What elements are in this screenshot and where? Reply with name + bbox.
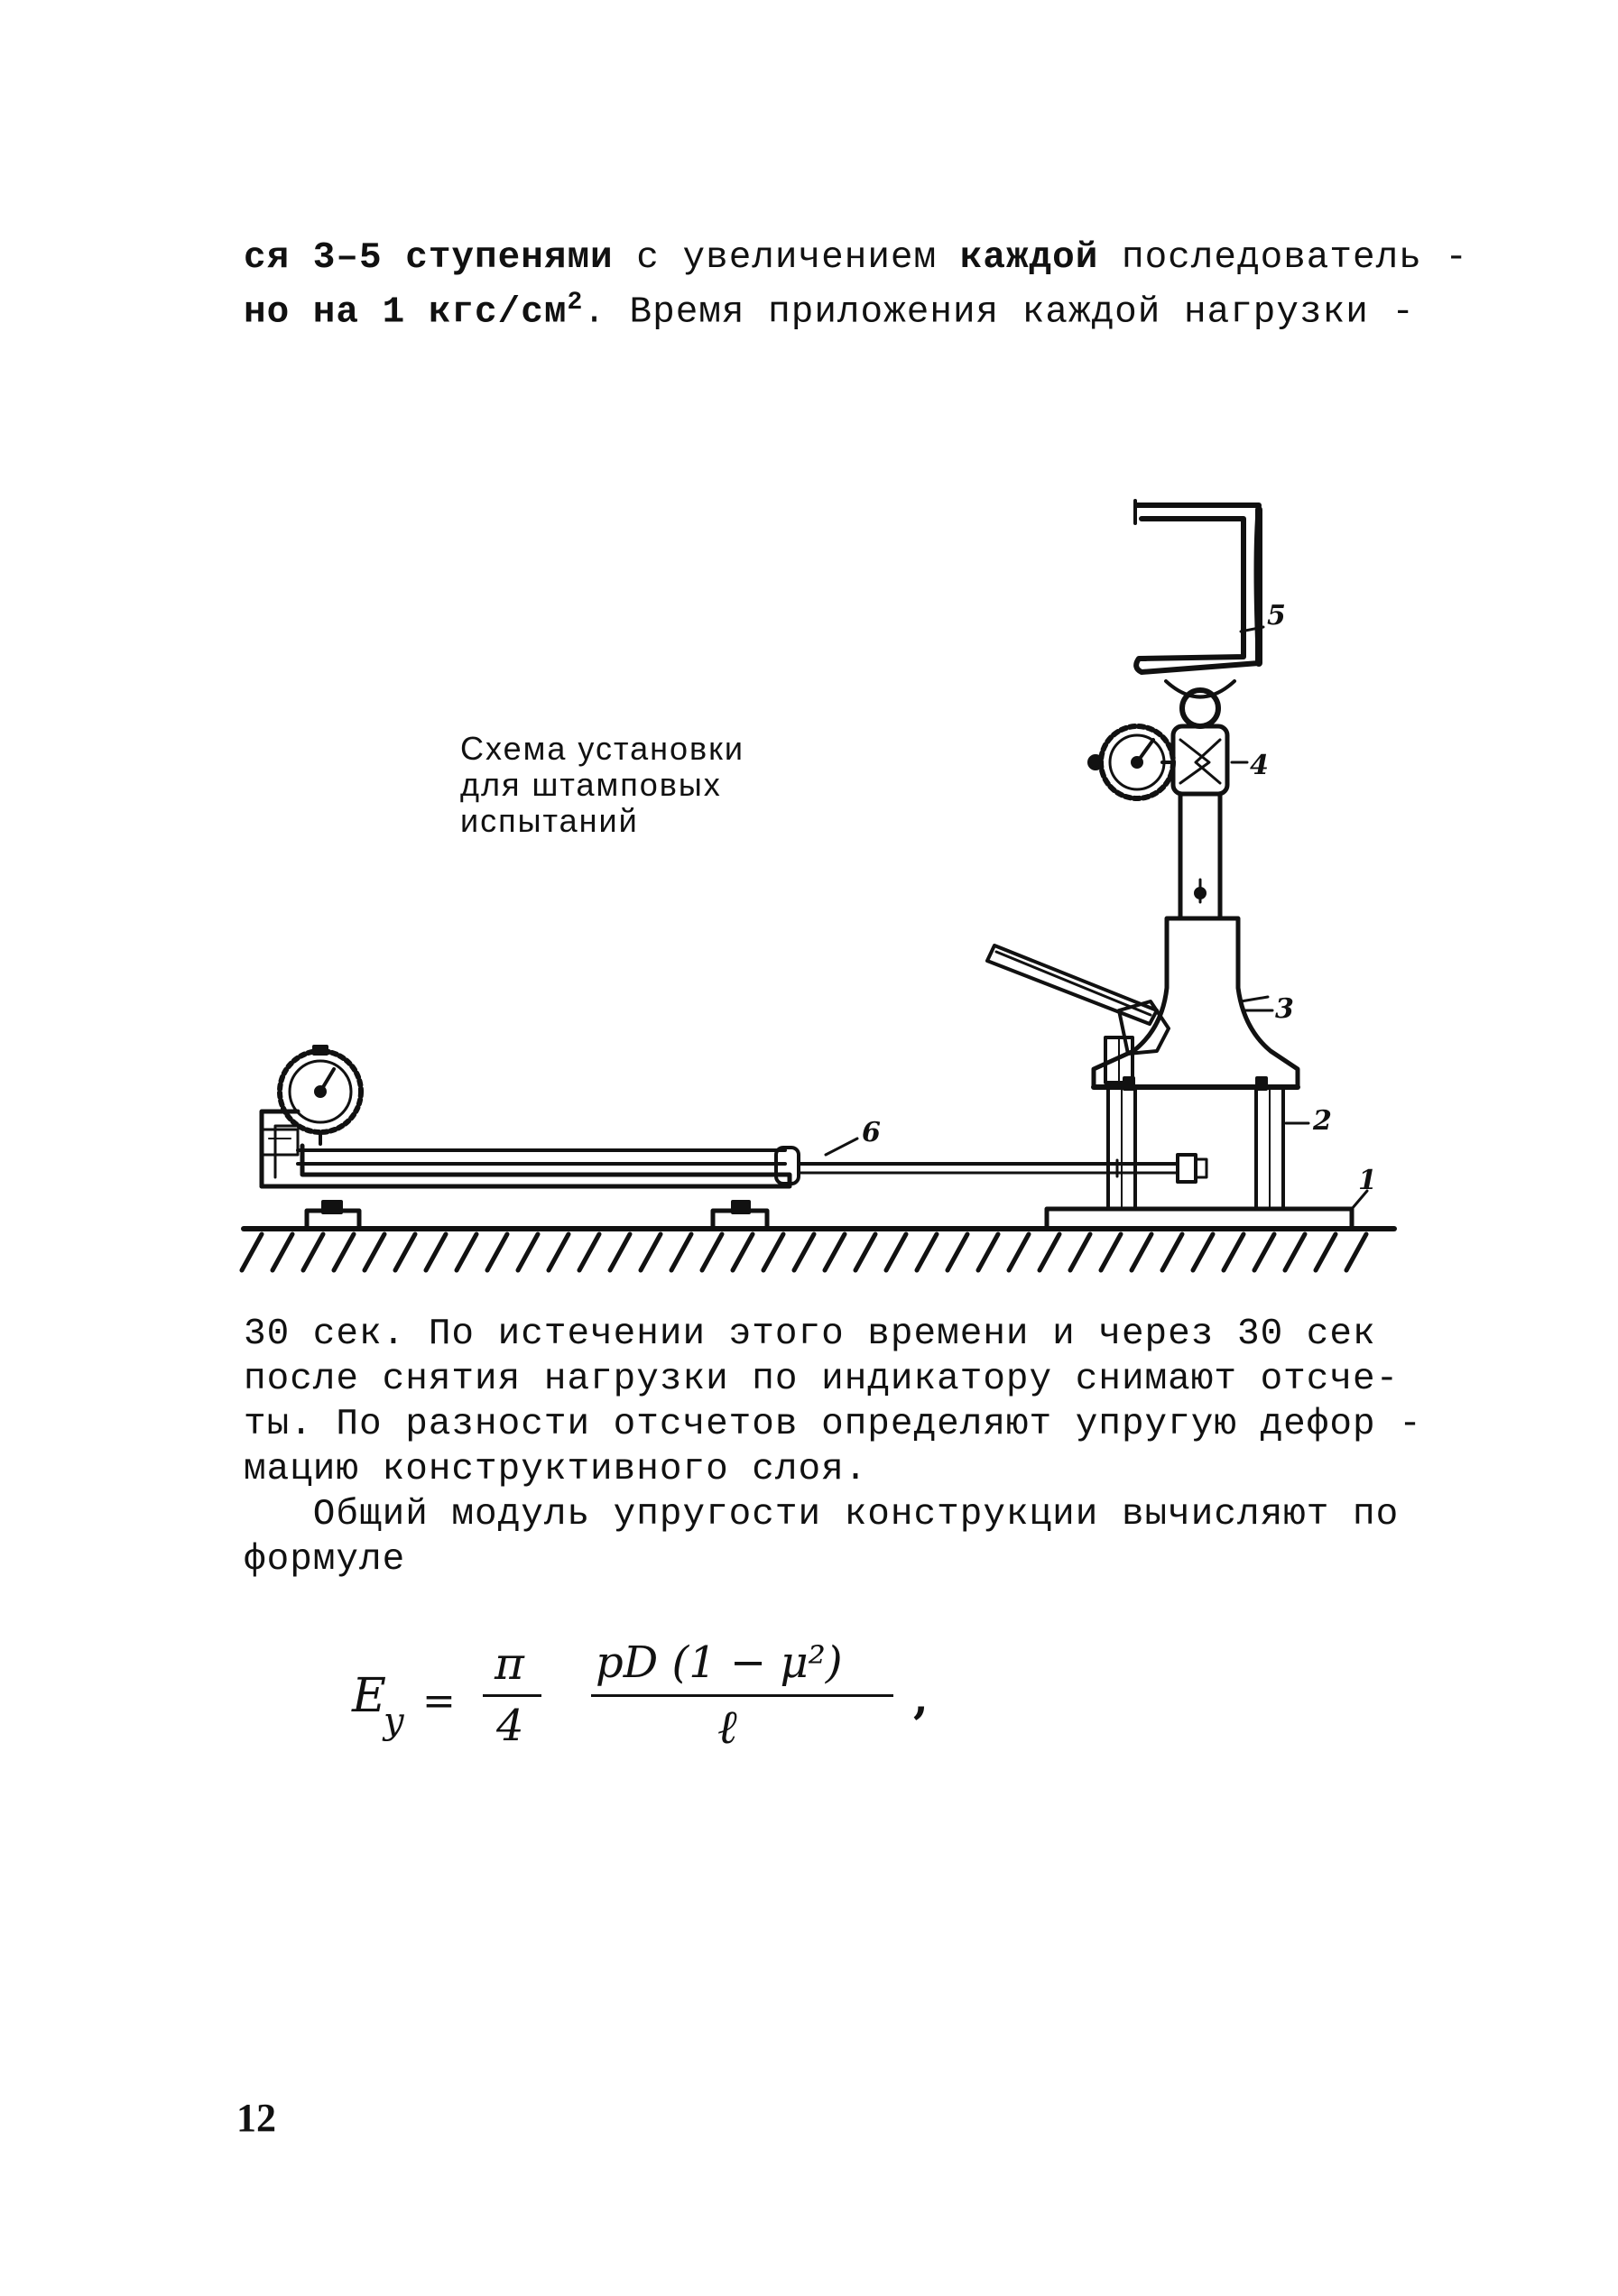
ground-hatch-stroke — [426, 1234, 446, 1270]
ground-hatch-stroke — [579, 1234, 599, 1270]
ground-hatch-stroke — [365, 1234, 384, 1270]
paragraph-bottom-line-4: мацию конструктивного слоя. — [244, 1449, 868, 1490]
jack-lever — [987, 945, 1169, 1083]
paragraph-bottom-line-5: Общий модуль упругости конструкции вычисляют по — [244, 1494, 1400, 1535]
ground-hatch-stroke — [1132, 1234, 1151, 1270]
label-part-6: 6 — [862, 1117, 881, 1148]
ground-hatch-stroke — [1346, 1234, 1366, 1270]
ground-hatch-stroke — [549, 1234, 569, 1270]
formula-lhs: E — [352, 1669, 386, 1723]
ground-hatch-stroke — [886, 1234, 906, 1270]
ground-hatch-stroke — [518, 1234, 538, 1270]
ball-joint — [1166, 681, 1234, 726]
ground-hatch-stroke — [1162, 1234, 1182, 1270]
base-plate — [1047, 1191, 1367, 1229]
text-fragment: каждой — [959, 237, 1099, 279]
label-leaders — [826, 627, 1308, 1155]
figure-caption-line-1: Схема установки — [460, 730, 744, 767]
ground-hatch-stroke — [457, 1234, 476, 1270]
text-fragment: ся 3–5 ступенями — [244, 237, 614, 279]
ground-hatch-stroke — [1101, 1234, 1121, 1270]
ground — [242, 1229, 1394, 1270]
ground-hatch-stroke — [395, 1234, 415, 1270]
ground-hatch-stroke — [733, 1234, 753, 1270]
formula-trailing-comma: , — [913, 1674, 929, 1724]
ground-hatch-stroke — [303, 1234, 323, 1270]
rod-dial-indicator — [1089, 726, 1227, 798]
ground-hatch-stroke — [610, 1234, 630, 1270]
ground-hatch-stroke — [917, 1234, 937, 1270]
text-fragment: . Время приложения каждой нагрузки - — [583, 291, 1416, 334]
text-fragment: последователь - — [1098, 237, 1469, 279]
ground-hatch-stroke — [671, 1234, 691, 1270]
figure-caption-line-3: испытаний — [460, 802, 639, 839]
ground-hatch-stroke — [1254, 1234, 1274, 1270]
ground-hatch-stroke — [1009, 1234, 1029, 1270]
page-number: 12 — [236, 2096, 276, 2140]
support-legs — [1108, 1087, 1283, 1209]
formula-equals: = — [422, 1678, 456, 1724]
ground-hatch-stroke — [242, 1234, 262, 1270]
ground-hatch-stroke — [978, 1234, 998, 1270]
label-part-4: 4 — [1250, 750, 1269, 781]
formula-frac1-numerator: π — [495, 1637, 524, 1690]
label-part-5: 5 — [1267, 600, 1286, 632]
ground-hatch-stroke — [1224, 1234, 1244, 1270]
deflection-beam — [262, 1111, 1207, 1186]
formula-frac2-denominator: ℓ — [717, 1701, 737, 1755]
ground-hatch-stroke — [487, 1234, 507, 1270]
text-fragment: с увеличением — [613, 237, 960, 279]
figure-caption-line-2: для штамповых — [460, 766, 722, 803]
paragraph-bottom-line-3: ты. По разности отсчетов определяют упругую дефор - — [244, 1404, 1422, 1445]
ground-hatch-stroke — [1285, 1234, 1305, 1270]
text-fragment: но на 1 кгс/см — [244, 291, 568, 334]
formula-lhs-subscript: у — [384, 1701, 405, 1742]
label-part-2: 2 — [1313, 1105, 1332, 1137]
ground-hatch-stroke — [1316, 1234, 1336, 1270]
paragraph-bottom-line-2: после снятия нагрузки по индикатору снимают отсче- — [244, 1359, 1400, 1400]
ground-hatch-stroke — [948, 1234, 967, 1270]
formula-frac2-bar — [591, 1694, 893, 1697]
ground-hatch-stroke — [334, 1234, 354, 1270]
formula-frac1-denominator: 4 — [496, 1701, 524, 1751]
ground-hatch-stroke — [794, 1234, 814, 1270]
ground-hatch-stroke — [763, 1234, 783, 1270]
ground-hatch-stroke — [1070, 1234, 1090, 1270]
ground-hatch-stroke — [1040, 1234, 1059, 1270]
formula-frac2-numerator: pD (1 − μ²) — [596, 1637, 843, 1688]
paragraph-bottom-line-6: формуле — [244, 1539, 406, 1581]
formula-frac1-bar — [483, 1694, 541, 1697]
ground-hatch-stroke — [825, 1234, 845, 1270]
beam-supports — [307, 1202, 767, 1229]
paragraph-bottom-line-1: 30 сек. По истечении этого времени и через 30 сек — [244, 1314, 1376, 1355]
ground-hatch-stroke — [855, 1234, 875, 1270]
load-beam — [1135, 501, 1259, 672]
label-part-1: 1 — [1358, 1165, 1377, 1196]
superscript: 2 — [567, 289, 584, 317]
ground-hatch-stroke — [273, 1234, 292, 1270]
ground-hatch-stroke — [1193, 1234, 1213, 1270]
jack-rod — [1180, 794, 1220, 918]
ground-hatch-stroke — [641, 1234, 661, 1270]
label-part-3: 3 — [1275, 993, 1294, 1025]
ground-hatch-stroke — [702, 1234, 722, 1270]
